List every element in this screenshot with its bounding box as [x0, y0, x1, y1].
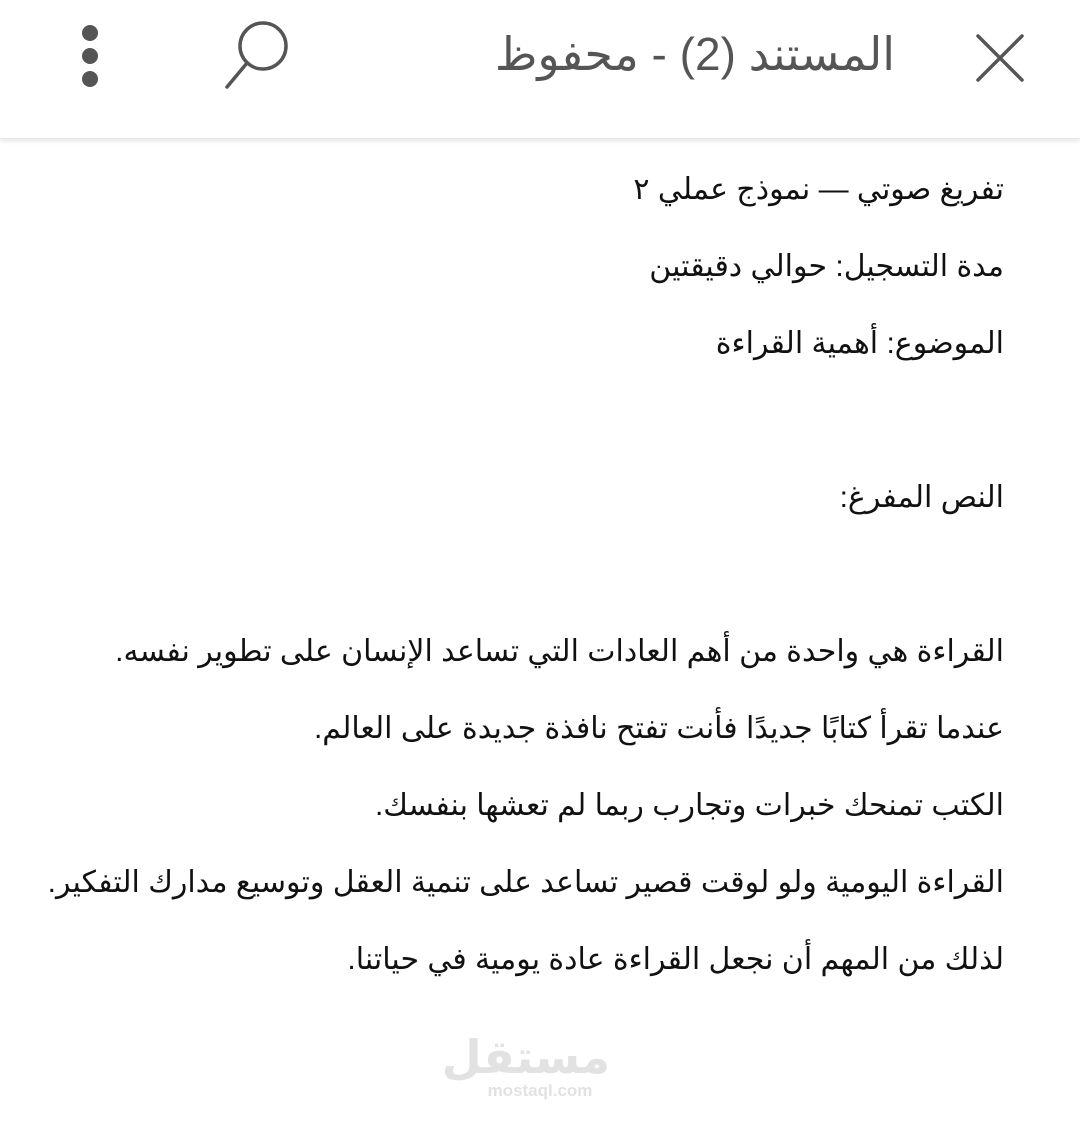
- close-button[interactable]: [962, 20, 1038, 96]
- transcript-paragraph: لذلك من المهم أن نجعل القراءة عادة يومية في حياتنا.: [347, 943, 1004, 976]
- search-icon: [219, 19, 299, 93]
- transcript-paragraph: عندما تقرأ كتابًا جديدًا فأنت تفتح نافذة جديدة على العالم.: [313, 712, 1004, 745]
- recording-duration: مدة التسجيل: حوالي دقيقتين: [649, 250, 1004, 283]
- transcript-label: النص المفرغ:: [839, 481, 1004, 514]
- document-title: المستند (2) - محفوظ: [494, 28, 895, 80]
- search-button[interactable]: [216, 16, 302, 96]
- mostaql-watermark: [441, 1031, 610, 1100]
- transcript-paragraph: القراءة اليومية ولو لوقت قصير تساعد على تنمية العقل وتوسيع مدارك التفكير.: [47, 866, 1004, 899]
- transcript-paragraph: القراءة هي واحدة من أهم العادات التي تساعد الإنسان على تطوير نفسه.: [115, 635, 1004, 668]
- transcript-paragraph: الكتب تمنحك خبرات وتجارب ربما لم تعشها بنفسك.: [374, 789, 1004, 822]
- app-bar: [0, 0, 1080, 139]
- watermark-domain: mostaql.com: [487, 1081, 593, 1100]
- close-icon: [974, 32, 1026, 84]
- document-heading: تفريغ صوتي — نموذج عملي ٢: [633, 173, 1004, 206]
- more-options-button[interactable]: [64, 18, 116, 94]
- more-vertical-icon: [78, 23, 102, 89]
- watermark-logo: مستقل: [441, 1031, 610, 1083]
- document-topic: الموضوع: أهمية القراءة: [715, 327, 1004, 360]
